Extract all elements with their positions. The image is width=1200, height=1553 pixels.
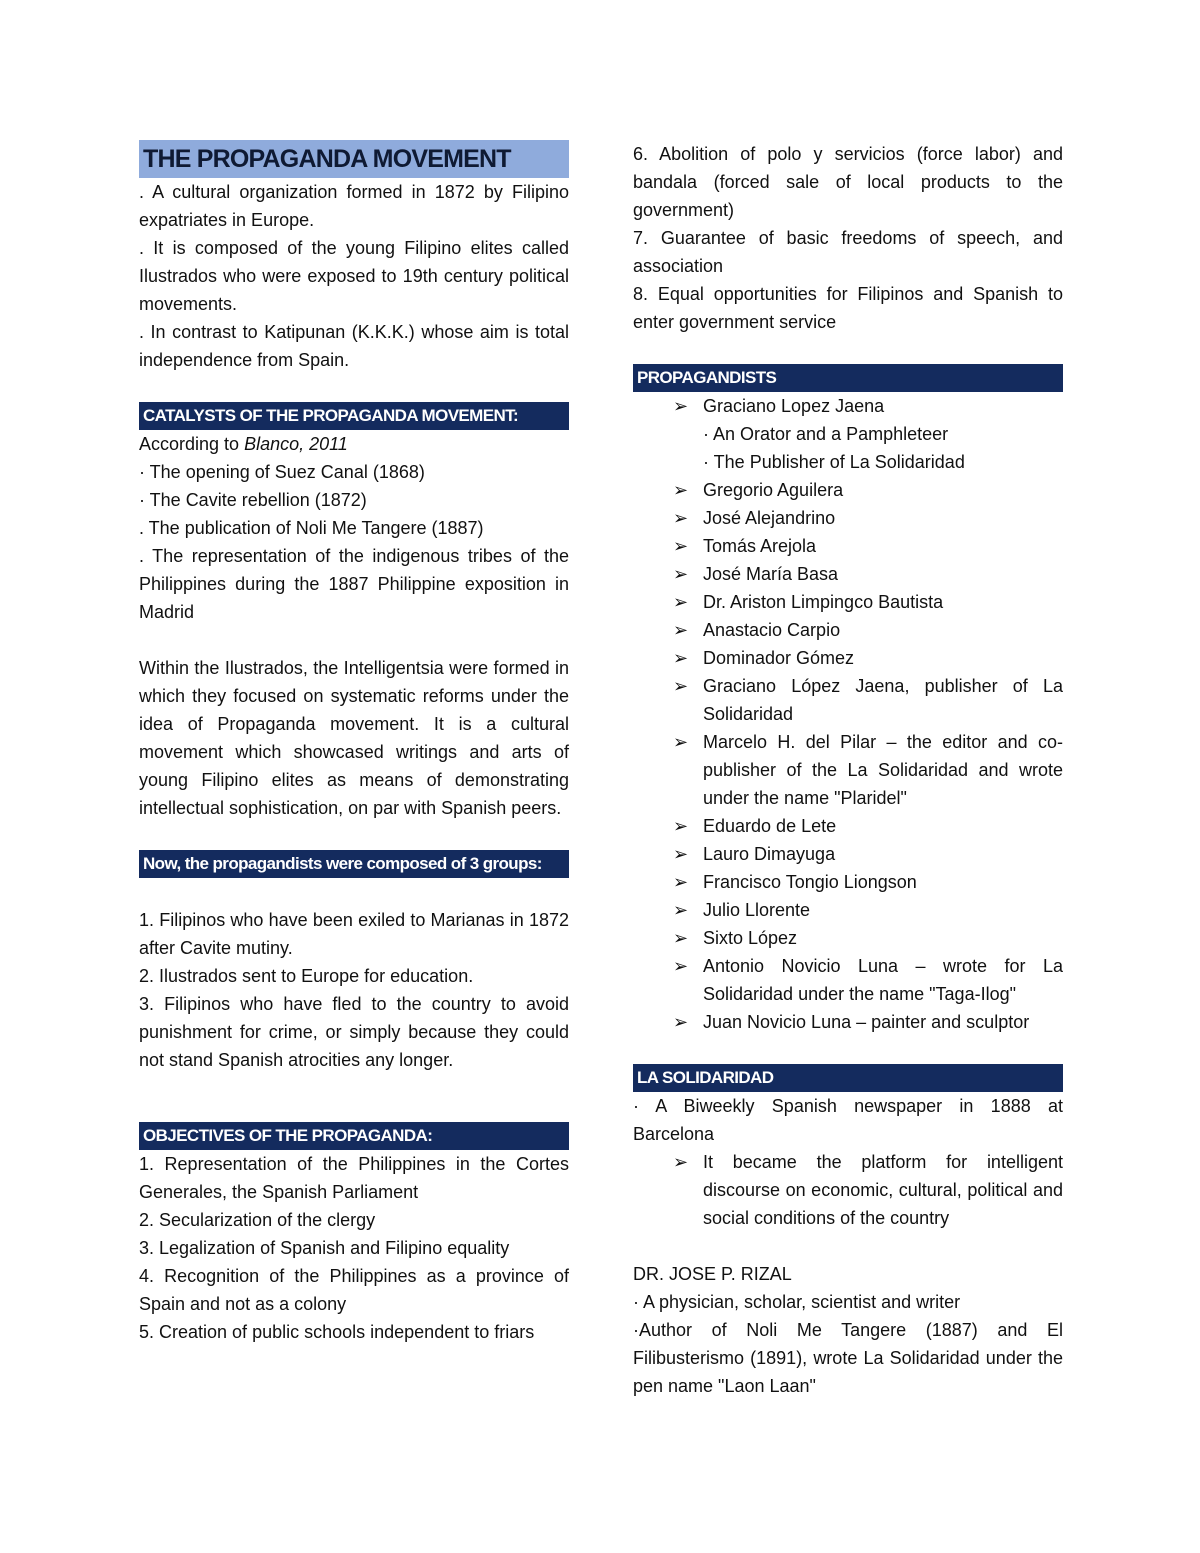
propagandist-name: Marcelo H. del Pilar – the editor and co-publisher of the La Solidaridad and wrote under the name "Plaridel" [703, 732, 1063, 808]
rizal-point: · A physician, scholar, scientist and writer [633, 1292, 961, 1312]
objective-item: 3. Legalization of Spanish and Filipino equality [139, 1238, 510, 1258]
objective-item: 4. Recognition of the Philippines as a province of Spain and not as a colony [139, 1266, 569, 1314]
list-item [633, 672, 1063, 728]
groups-header: Now, the propagandists were composed of 3 groups: [139, 850, 569, 878]
propagandist-note: · An Orator and a Pamphleteer [703, 424, 949, 444]
objective-item: 6. Abolition of polo y servicios (force labor) and bandala (forced sale of local products to the government) [633, 144, 1063, 220]
group-item: 1. Filipinos who have been exiled to Marianas in 1872 after Cavite mutiny. [139, 910, 569, 958]
group-item: 2. Ilustrados sent to Europe for education. [139, 966, 474, 986]
catalysts-header: CATALYSTS OF THE PROPAGANDA MOVEMENT: [139, 402, 569, 430]
propagandist-name: Eduardo de Lete [703, 816, 837, 836]
list-item [633, 504, 1063, 532]
according-line [139, 430, 569, 458]
propagandist-name: Graciano López Jaena, publisher of La Solidaridad [703, 676, 1063, 724]
propagandist-note: · The Publisher of La Solidaridad [703, 452, 965, 472]
arrow-bullet-icon: ➢ [673, 480, 689, 500]
group-item: 3. Filipinos who have fled to the country to avoid punishment for crime, or simply because they could not stand Spanish atrocities any longer. [139, 994, 569, 1070]
propagandist-name: Gregorio Aguilera [703, 480, 844, 500]
list-item [633, 588, 1063, 616]
propagandist-name: Dominador Gómez [703, 648, 855, 668]
propagandist-name: Tomás Arejola [703, 536, 817, 556]
catalyst-item: . The representation of the indigenous tribes of the Philippines during the 1887 Philippine exposition in Madrid [139, 546, 569, 622]
solidaridad-header: LA SOLIDARIDAD [633, 1064, 1063, 1092]
catalyst-item: · The Cavite rebellion (1872) [139, 490, 367, 510]
arrow-bullet-icon: ➢ [673, 536, 689, 556]
solidaridad-description: · A Biweekly Spanish newspaper in 1888 at Barcelona [633, 1096, 1063, 1144]
arrow-bullet-icon: ➢ [673, 872, 689, 892]
list-item [633, 476, 1063, 504]
rizal-point: ·Author of Noli Me Tangere (1887) and El Filibusterismo (1891), wrote La Solidaridad under the pen name "Laon Laan" [633, 1320, 1063, 1396]
arrow-bullet-icon: ➢ [673, 732, 689, 752]
according-source: Blanco, 2011 [244, 434, 348, 454]
intro-line-2: . It is composed of the young Filipino elites called Ilustrados who were exposed to 19th century political movements. [139, 238, 569, 314]
solidaridad-point: It became the platform for intelligent discourse on economic, cultural, political and social conditions of the country [703, 1152, 1063, 1228]
propagandists-list [633, 476, 1063, 1036]
list-item [633, 532, 1063, 560]
propagandist-name: Graciano Lopez Jaena [703, 396, 885, 416]
propagandist-name: Antonio Novicio Luna – wrote for La Solidaridad under the name "Taga-Ilog" [703, 956, 1063, 1004]
objective-item: 1. Representation of the Philippines in the Cortes Generales, the Spanish Parliament [139, 1154, 569, 1202]
arrow-bullet-icon: ➢ [673, 508, 689, 528]
list-item [633, 952, 1063, 1008]
objective-item: 5. Creation of public schools independent to friars [139, 1322, 535, 1342]
propagandist-name: José Alejandrino [703, 508, 836, 528]
propagandist-name: Sixto López [703, 928, 798, 948]
objective-item: 8. Equal opportunities for Filipinos and Spanish to enter government service [633, 284, 1063, 332]
list-item [633, 924, 1063, 952]
list-item [633, 812, 1063, 840]
arrow-bullet-icon: ➢ [673, 592, 689, 612]
arrow-bullet-icon: ➢ [673, 956, 689, 976]
list-item [633, 1148, 1063, 1232]
right-column [633, 140, 1063, 1400]
arrow-bullet-icon: ➢ [673, 648, 689, 668]
intro-line-1: . A cultural organization formed in 1872 by Filipino expatriates in Europe. [139, 182, 569, 230]
propagandist-name: Julio Llorente [703, 900, 811, 920]
list-item [633, 840, 1063, 868]
list-item [633, 896, 1063, 924]
list-item [633, 560, 1063, 588]
objectives-header: OBJECTIVES OF THE PROPAGANDA: [139, 1122, 569, 1150]
objective-item: 7. Guarantee of basic freedoms of speech, and association [633, 228, 1063, 276]
according-prefix: According to [139, 434, 245, 454]
list-item [633, 616, 1063, 644]
arrow-bullet-icon: ➢ [673, 844, 689, 864]
propagandist-name: Dr. Ariston Limpingco Bautista [703, 592, 944, 612]
propagandist-name: Anastacio Carpio [703, 620, 841, 640]
propagandists-header: PROPAGANDISTS [633, 364, 1063, 392]
objective-item: 2. Secularization of the clergy [139, 1210, 376, 1230]
rizal-header: DR. JOSE P. RIZAL [633, 1264, 792, 1284]
propagandist-name: Juan Novicio Luna – painter and sculptor [703, 1012, 1030, 1032]
arrow-bullet-icon: ➢ [673, 396, 689, 416]
catalyst-item: · The opening of Suez Canal (1868) [139, 462, 425, 482]
arrow-bullet-icon: ➢ [673, 564, 689, 584]
arrow-bullet-icon: ➢ [673, 1152, 689, 1172]
arrow-bullet-icon: ➢ [673, 676, 689, 696]
page-title: THE PROPAGANDA MOVEMENT [139, 140, 569, 178]
list-item [633, 644, 1063, 672]
arrow-bullet-icon: ➢ [673, 816, 689, 836]
ilustrados-paragraph: Within the Ilustrados, the Intelligentsia were formed in which they focused on systematic reforms under the idea of Propaganda movement. It is a cultural movement which showcased writings and arts of young Filipino elites as means of demonstrating intellectual sophistication, on par with Spanish peers. [139, 658, 569, 818]
propagandist-name: Francisco Tongio Liongson [703, 872, 917, 892]
list-item [633, 392, 1063, 420]
arrow-bullet-icon: ➢ [673, 620, 689, 640]
list-item [633, 728, 1063, 812]
list-item [633, 868, 1063, 896]
intro-line-3: . In contrast to Katipunan (K.K.K.) whose aim is total independence from Spain. [139, 322, 569, 370]
arrow-bullet-icon: ➢ [673, 1012, 689, 1032]
catalyst-item: . The publication of Noli Me Tangere (1887) [139, 518, 484, 538]
left-column [139, 140, 569, 1346]
list-item [633, 1008, 1063, 1036]
arrow-bullet-icon: ➢ [673, 928, 689, 948]
propagandist-name: José María Basa [703, 564, 839, 584]
propagandist-name: Lauro Dimayuga [703, 844, 836, 864]
arrow-bullet-icon: ➢ [673, 900, 689, 920]
